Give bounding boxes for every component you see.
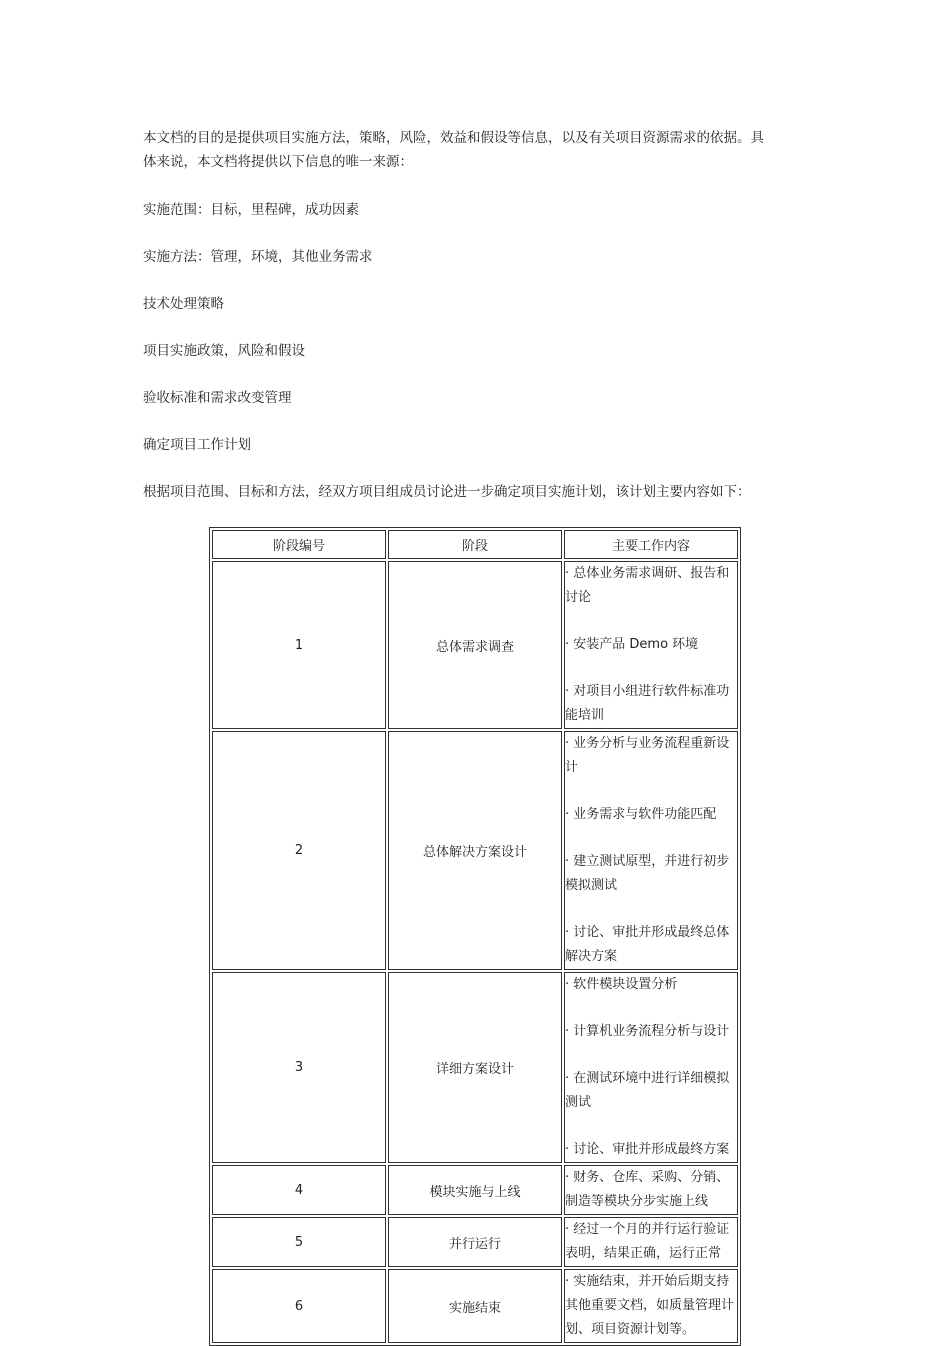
stage-name: 总体需求调查 [388, 561, 562, 729]
plan-title: 确定项目工作计划 [143, 437, 251, 453]
content-item: · 在测试环境中进行详细模拟测试 [565, 1071, 730, 1110]
stage-content [564, 561, 738, 729]
stage-content [564, 731, 738, 970]
stage-no: 6 [212, 1269, 386, 1343]
table-row [212, 972, 738, 1163]
stage-no: 3 [212, 972, 386, 1163]
stage-content [564, 1217, 738, 1267]
stage-no: 4 [212, 1165, 386, 1215]
table-row [212, 1165, 738, 1215]
table-row [212, 1217, 738, 1267]
stage-content [564, 1269, 738, 1343]
header-content: 主要工作内容 [564, 530, 738, 559]
intro-line-2: 体来说，本文档将提供以下信息的唯一来源： [143, 154, 413, 170]
stage-content [564, 972, 738, 1163]
content-item: · 讨论、审批并形成最终总体解决方案 [565, 925, 730, 964]
stage-no: 1 [212, 561, 386, 729]
method-line: 实施方法：管理，环境，其他业务需求 [143, 249, 373, 265]
plan-intro: 根据项目范围、目标和方法，经双方项目组成员讨论进一步确定项目实施计划，该计划主要内容如下： [143, 484, 751, 500]
stage-name: 实施结束 [388, 1269, 562, 1343]
scope-line: 实施范围：目标，里程碑，成功因素 [143, 202, 359, 218]
content-item: · 安装产品 Demo 环境 [565, 637, 699, 652]
intro-paragraph [143, 126, 813, 174]
content-item: · 讨论、审批并形成最终方案 [565, 1142, 730, 1157]
header-stage: 阶段 [388, 530, 562, 559]
stage-name: 总体解决方案设计 [388, 731, 562, 970]
tech-line: 技术处理策略 [143, 296, 224, 312]
content-item: · 经过一个月的并行运行验证表明，结果正确，运行正常 [565, 1222, 730, 1261]
content-item: · 建立测试原型，并进行初步模拟测试 [565, 854, 730, 893]
stage-content [564, 1165, 738, 1215]
policy-line: 项目实施政策，风险和假设 [143, 343, 305, 359]
content-item: · 财务、仓库、采购、分销、制造等模块分步实施上线 [565, 1170, 730, 1209]
content-item: · 业务需求与软件功能匹配 [565, 807, 717, 822]
table-row [212, 731, 738, 970]
content-item: · 总体业务需求调研、报告和讨论 [565, 566, 730, 605]
stage-name: 并行运行 [388, 1217, 562, 1267]
content-item: · 业务分析与业务流程重新设计 [565, 736, 730, 775]
plan-table [209, 527, 741, 1346]
header-stage-no: 阶段编号 [212, 530, 386, 559]
intro-line-1: 本文档的目的是提供项目实施方法，策略，风险，效益和假设等信息，以及有关项目资源需求的依据。具 [143, 130, 764, 146]
stage-name: 详细方案设计 [388, 972, 562, 1163]
stage-no: 5 [212, 1217, 386, 1267]
table-header-row [212, 530, 738, 559]
table-row [212, 561, 738, 729]
stage-no: 2 [212, 731, 386, 970]
content-item: · 实施结束，并开始后期支持 其他重要文档，如质量管理计划、项目资源计划等。 [565, 1274, 735, 1337]
content-item: · 对项目小组进行软件标准功能培训 [565, 684, 730, 723]
table-row [212, 1269, 738, 1343]
acceptance-line: 验收标准和需求改变管理 [143, 390, 292, 406]
stage-name: 模块实施与上线 [388, 1165, 562, 1215]
content-item: · 软件模块设置分析 [565, 977, 678, 992]
content-item: · 计算机业务流程分析与设计 [565, 1024, 730, 1039]
